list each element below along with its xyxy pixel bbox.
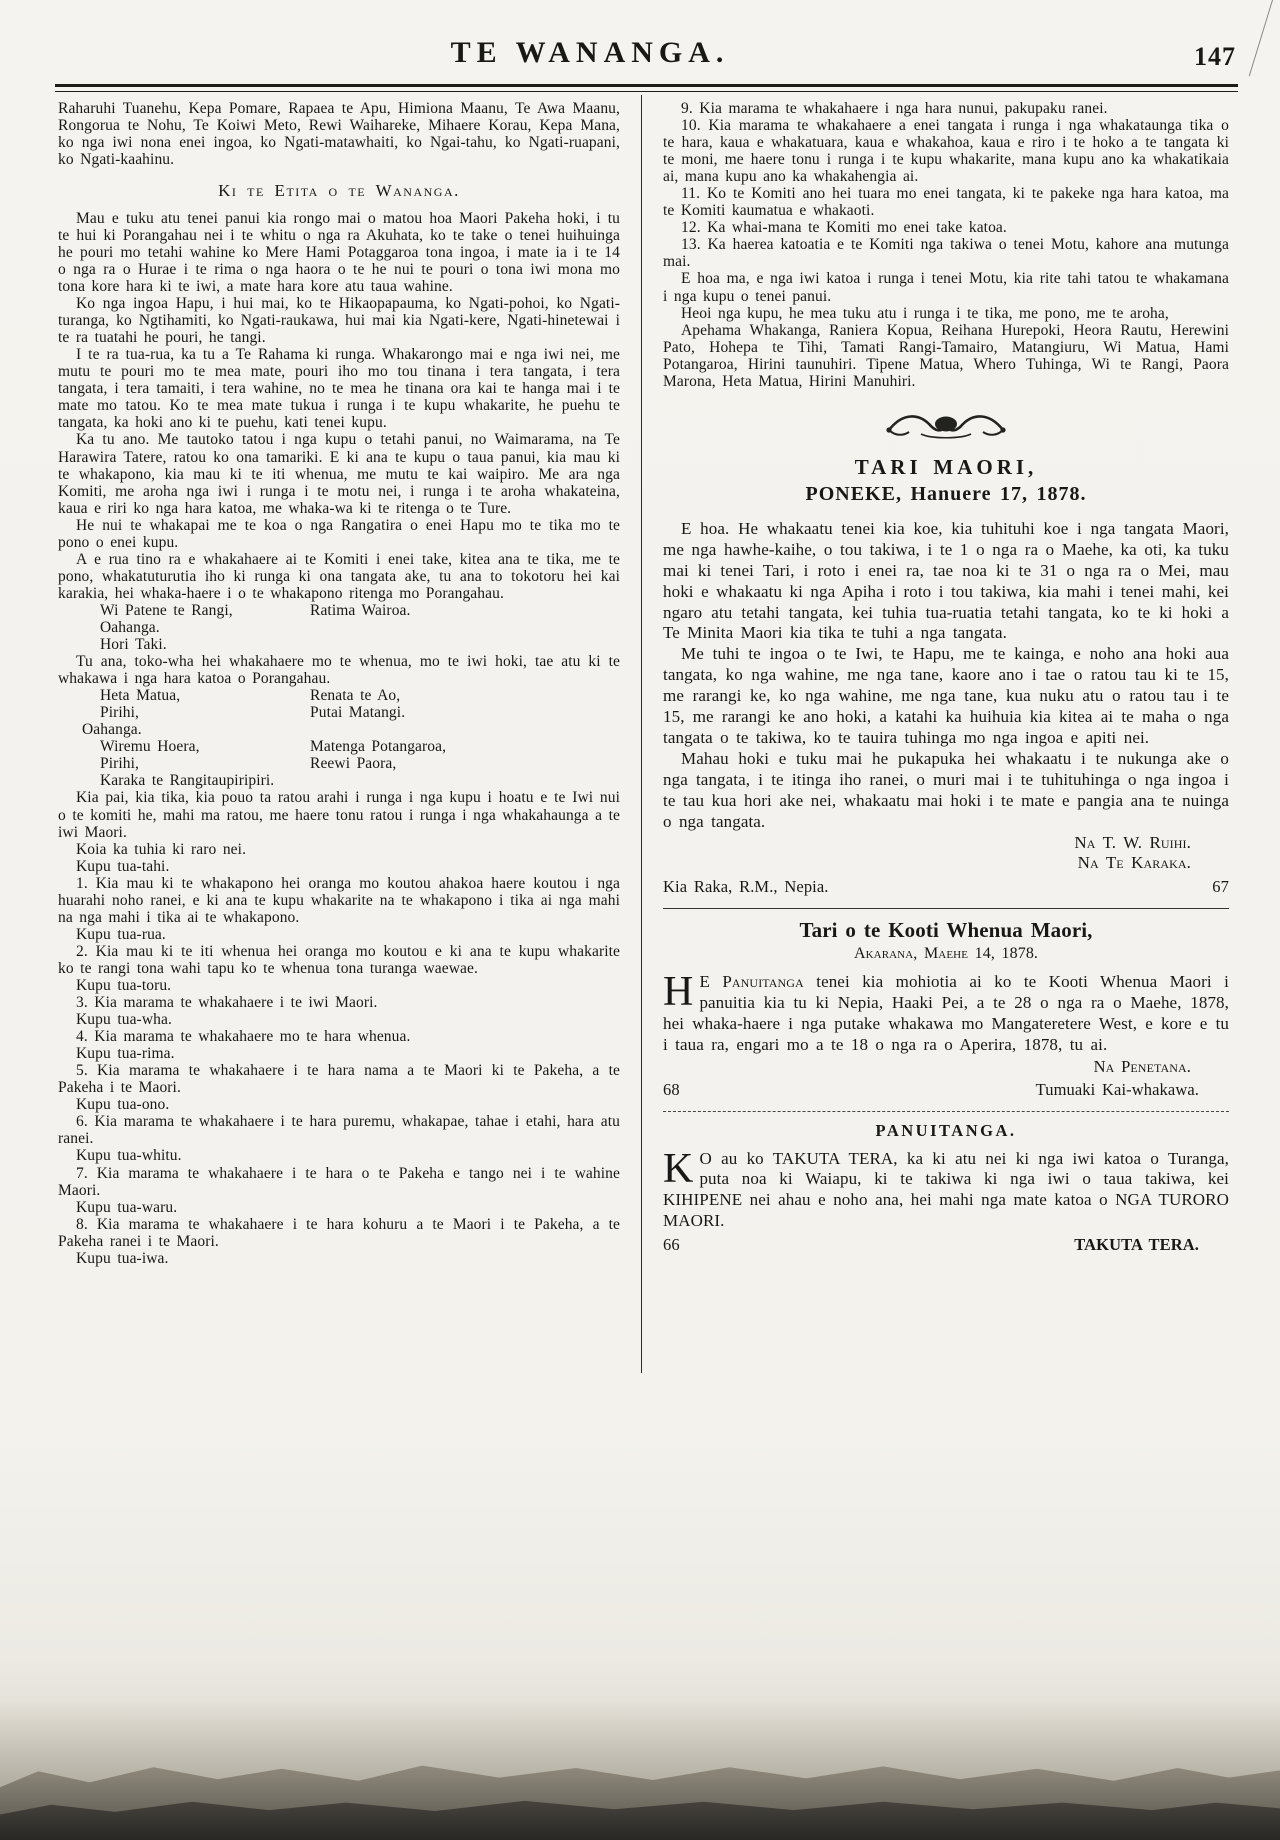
signatory-name: Putai Matangi. xyxy=(310,704,406,722)
paragraph: I te ra tua-rua, ka tu a Te Rahama ki runga. Whakarongo mai e nga iwi nei, me mutu te pouri mo te mea mate, pouri iho mo tou tinana i tera tangata, i tera tangata, i tera tamaiti, i tera wahine, no te mea he tinana ora kai te hanga mai i te mate mo tatou. Ko te mea mate tukua i runga i te kupu whakarite, he puehu te tangata, ka hoki ano ki te puehu, kati tenei kupu. xyxy=(58,346,620,432)
paragraph: Ka tu ano. Me tautoko tatou i nga kupu o tetahi panui, no Waimarama, na Te Harawira Tatere, ratou ko ona tamariki. E ki ana te kupu o taua panui, kia mau ki te whakapono, kia mau ki te iti whenua, me mutu te kai waipiro. Me ara nga Komiti, me aroha nga iwi i runga i te motu nei, i runga i te aroha whakateina, kaua e riri ko nga hara katoa, me whaka-wa ki te ritenga o te Ture. xyxy=(58,431,620,517)
notice-number: 68 xyxy=(663,1080,680,1100)
editor-heading: Ki te Etita o te Wananga. xyxy=(218,181,460,201)
signatory-name: Oahanga. xyxy=(82,721,142,739)
kupu-label: Kupu tua-ono. xyxy=(76,1096,170,1114)
kooti-body xyxy=(663,969,1229,1056)
page-fold-mark xyxy=(1249,0,1275,76)
signatories-paragraph: Apehama Whakanga, Raniera Kopua, Reihana Hurepoki, Heora Rautu, Herewini Pato, Hohepa te Tihi, Tamati Rangi-Tamairo, Matangiuru, Wi Matua, Hami Potangaroa, Hirini taunuhiri. Tipene Matua, Whero Tuhinga, Wi te Rangi, Paora Marona, Heta Matua, Hirini Manuhiri. xyxy=(663,321,1229,390)
notice-number: 66 xyxy=(663,1235,680,1255)
signature-block xyxy=(58,687,620,789)
paragraph: Mau e tuku atu tenei panui kia rongo mai o matou hoa Maori Pakeha hoki, i tu te hui ki Porangahau nei i te whitu o nga ra Akuhata, ko te take o tenei huihuinga he pouri mo tetahi wahine ko Mere Hami Potaggaroa tona ingoa, i mate ia i te 14 o nga ra o Hurae i te rima o nga haora o te he nui te pouri o tona iwi mona mo tona kore hara ki te iwi, a mate hara kore atu taua wahine. xyxy=(58,209,620,296)
tari-maori-title: TARI MAORI, xyxy=(854,454,1038,479)
kupu-text: 2. Kia mau ki te iti whenua hei oranga mo koutou e ki ana te kupu whakarite ko te rangi tona wahi tapu ko te whenua tona turanga waewae. xyxy=(58,942,620,977)
masthead-title: TE WANANGA. xyxy=(450,36,730,69)
lead-words: E Panuitanga xyxy=(699,972,804,992)
paragraph: A e rua tino ra e whakahaere ai te Komiti i enei take, kitea ana te tika, me te pono, whakatuturutia iho ki runga ki ona tangata ake, tu ana to tokotoru hei kai karakia, hei whaka-haere i o te whakapono ritenga mo Porangahau. xyxy=(58,550,620,602)
kupu-label: Kupu tua-toru. xyxy=(76,976,172,994)
signature-row xyxy=(58,755,620,772)
paragraph: Mahau hoki e tuku mai he pukapuka hei whakaatu i te nukunga ake o nga tangata, i te itinga iho ranei, o muri mai i te tuhituhinga o nga ingoa i te tau kua hori ake nei, whakaatu mai hoki i te mate e pangia ana te nuinga o nga tangata. xyxy=(663,748,1229,831)
signatory-name: Pirihi, xyxy=(100,755,140,773)
lead-words: O au ko TAKUTA TERA xyxy=(699,1148,894,1168)
continuation-paragraph: Raharuhi Tuanehu, Kepa Pomare, Rapaea te Apu, Himiona Maanu, Te Awa Maanu, Rongorua te Nohu, Te Koiwi Meto, Rewi Waihareke, Mihaere Korau, Kepa Mana, ko nga iwi nona enei ingoa, ko Ngati-matawhaiti, ko Ngai-tahu, ko Ngati-ruapani, ko Ngati-kaahinu. xyxy=(58,100,620,169)
page-number: 147 xyxy=(1194,42,1236,71)
kupu-text: 4. Kia marama te whakahaere mo te hara whenua. xyxy=(76,1028,411,1046)
paragraph: Ko nga ingoa Hapu, i hui mai, ko te Hikaopapauma, ko Ngati-pohoi, ko Ngati-turanga, ko Ngtihamiti, ko Ngati-raukawa, hui mai kia Ngati-kere, Ngati-hinetewai i te ra tuatahi he pouri, he tangi. xyxy=(58,295,620,347)
numbered-item: 10. Kia marama te whakahaere a enei tangata i runga i nga whakataunga tika o te hara, kaua e whakatuara, kaua e whakahoa, kaua e riro i te hoko a te tangata ki te moni, me haere tonu i runga i te kupu whakarite, mana kupu ano ka whakatikaia ai, mana kupu ano ka whakahengia ai. xyxy=(663,117,1229,186)
kupu-label: Kupu tua-tahi. xyxy=(76,857,170,875)
body-text: tenei kia mohiotia ai ko te Kooti Whenua Maori i panuitia kia tu ki Nepia, Haaki Pei, a te 28 o nga ra o Maehe, 1878, hei whaka-haere i nga putake whakawa mo Mangateretere West, e kore e tu i taua ra, engari mo a te 18 o nga ra o Aperira, 1878, tu ai. xyxy=(663,972,1229,1054)
kupu-text: 6. Kia marama te whakahaere i te hara puremu, whakapae, tahae i etahi, hara atu ranei. xyxy=(58,1113,620,1148)
paragraph: Kia pai, kia tika, kia pouo ta ratou arahi i runga i nga kupu i hoatu e te Iwi nui o te komiti he, mahi ma ratou, me haere tonu ratou i runga i nga whakahaunga a te iwi Maori. xyxy=(58,789,620,841)
kupu-label: Kupu tua-rua. xyxy=(76,925,166,943)
signature: Na Penetana. xyxy=(1093,1056,1191,1076)
paragraph: Koia ka tuhia ki raro nei. xyxy=(76,840,247,858)
tari-maori-body xyxy=(663,519,1229,897)
numbered-item: 9. Kia marama te whakahaere i nga hara nunui, pakupaku ranei. xyxy=(681,100,1108,117)
panuitanga-body xyxy=(663,1145,1229,1233)
tari-maori-dateline: PONEKE, Hanuere 17, 1878. xyxy=(805,482,1087,505)
header-rule-thick xyxy=(55,84,1238,87)
column-divider xyxy=(641,95,642,1373)
kooti-dateline: Akarana, Maehe 14, 1878. xyxy=(853,944,1039,962)
kupu-label: Kupu tua-iwa. xyxy=(76,1249,169,1267)
left-column xyxy=(58,100,620,1267)
numbered-item: 13. Ka haerea katoatia e te Komiti nga takiwa o tenei Motu, kahore ana mutunga mai. xyxy=(663,236,1229,271)
panuitanga-title: PANUITANGA. xyxy=(875,1121,1017,1141)
signature-title: Tumuaki Kai-whakawa. xyxy=(1035,1080,1199,1100)
addressee-row xyxy=(663,878,1229,896)
signatory-name: Heta Matua, xyxy=(100,687,181,705)
signatory-name: Hori Taki. xyxy=(100,636,167,654)
signatory-name: Oahanga. xyxy=(100,619,160,636)
paragraph: Tu ana, toko-wha hei whakahaere mo te whenua, mo te iwi hoki, tae atu ki te whakawa i nga hara katoa o Porangahau. xyxy=(58,653,620,688)
numbered-item: 12. Ka whai-mana te Komiti mo enei take katoa. xyxy=(681,219,1007,237)
kupu-label: Kupu tua-wha. xyxy=(76,1011,172,1029)
signature: TAKUTA TERA. xyxy=(1074,1235,1199,1255)
kupu-text: 5. Kia marama te whakahaere i te hara nama a te Maori ki te Pakeha, a te Pakeha i te Maori. xyxy=(58,1062,620,1097)
signature: Na Te Karaka. xyxy=(1077,853,1191,873)
signatory-name: Reewi Paora, xyxy=(310,755,397,773)
kupu-text: 3. Kia marama te whakahaere i te iwi Maori. xyxy=(76,994,378,1012)
signatory-name: Pirihi, xyxy=(100,704,140,722)
body-text: , ka ki atu nei ki nga iwi katoa o Turanga, puta noa ki Waiapu, ki te takiwa ki nga iwi o taua takiwa, kei KIHIPENE nei ahau e noho ana, hei mahi nga mate katoa o NGA TURORO MAORI. xyxy=(663,1148,1229,1231)
signatory-name: Karaka te Rangitaupiripiri. xyxy=(100,772,275,790)
signature-row xyxy=(58,619,620,636)
kupu-label: Kupu tua-whitu. xyxy=(76,1147,182,1165)
decorative-flourish xyxy=(881,406,1011,446)
drop-cap: H xyxy=(663,969,694,1016)
signature-row xyxy=(58,636,620,653)
notice-footer-row xyxy=(663,1081,1229,1099)
signature-row xyxy=(58,721,620,738)
drop-cap: K xyxy=(663,1145,694,1192)
kupu-label: Kupu tua-waru. xyxy=(76,1198,178,1216)
signatory-name: Wiremu Hoera, xyxy=(100,738,200,756)
signature: Na T. W. Ruihi. xyxy=(1074,832,1191,852)
signature-block xyxy=(58,602,620,653)
signatory-name: Wi Patene te Rangi, xyxy=(100,601,233,619)
numbered-item: 11. Ko te Komiti ano hei tuara mo enei tangata, ki te pakeke nga hara katoa, ma te Komiti kaumatua e whakaoti. xyxy=(663,185,1229,220)
kupu-text: 1. Kia mau ki te whakapono hei oranga mo koutou ahakoa haere koutou i nga huarahi noho ranei, e ki ana te kupu whakarite na te whakapono i tika ai nga mahi na nga mahi i tika ai te whakapono. xyxy=(58,874,620,926)
flourish-icon xyxy=(881,406,1011,442)
signature-row xyxy=(58,687,620,704)
paragraph: He nui te whakapai me te koa o nga Rangatira o enei Hapu mo te tika mo te pono o enei kupu. xyxy=(58,516,620,551)
signature-row xyxy=(58,772,620,789)
signatory-name: Matenga Potangaroa, xyxy=(310,738,447,756)
signature-row xyxy=(58,602,620,619)
signatory-name: Ratima Wairoa. xyxy=(310,601,411,619)
paragraph: E hoa ma, e nga iwi katoa i runga i tenei Motu, kia rite tahi tatou te whakamana i nga kupu o tenei panui. xyxy=(663,270,1229,305)
signatory-name: Renata te Ao, xyxy=(310,687,401,705)
header-rule-thin xyxy=(55,91,1238,92)
section-rule xyxy=(663,908,1229,909)
kupu-label: Kupu tua-rima. xyxy=(76,1045,175,1063)
kupu-text: 8. Kia marama te whakahaere i te hara kohuru a te Maori i te Pakeha, a te Pakeha ranei i te Maori. xyxy=(58,1215,620,1250)
kupu-text: 7. Kia marama te whakahaere i te hara o te Pakeha e tango nei i te wahine Maori. xyxy=(58,1164,620,1199)
paragraph: E hoa. He whakaatu tenei kia koe, kia tuhituhi koe i nga tangata Maori, me nga hawhe-kaihe, o tou takiwa, i te 1 o nga ra o Maehe, ka oti, ka tuku mai ki tenei Tari, i roto i enei ra, tae noa ki te 31 o nga ra o Mei, mau hoki e whakaatu ki nga Apiha i roto i tou takiwa, kia mahi i tenei mahi, kei ngaro atu tetahi tangata, kei tuhia tua-ruatia tetahi tangata, ko te ki hoki a Te Minita Maori kia tika te tuhi a nga tangata. xyxy=(663,518,1229,643)
section-rule-dashed xyxy=(663,1111,1229,1112)
kooti-title: Tari o te Kooti Whenua Maori, xyxy=(799,918,1093,943)
paragraph: Heoi nga kupu, he mea tuku atu i runga i te tika, me pono, me te aroha, xyxy=(681,304,1169,322)
paragraph: Me tuhi te ingoa o te Iwi, te Hapu, me te kainga, e noho ana hoki aua tangata, ko nga wahine, me nga tane, kaore ano i tae o ratou tau ki te 15, me rarangi ke, ko nga wahine, me nga tane, kua nuku atu o ratou tau i te 15, me rarangi ke ano hoki, a katahi ka huihuia kia kitea ai te maha o nga tangata o te takiwa, ko te tauira tuhinga mo nga ingoa e apiti nei. xyxy=(663,644,1229,747)
right-column xyxy=(663,100,1229,1254)
signature-row xyxy=(58,704,620,721)
notice-number: 67 xyxy=(1212,877,1229,897)
signature-row xyxy=(58,738,620,755)
notice-footer-row xyxy=(663,1236,1229,1254)
addressee: Kia Raka, R.M., Nepia. xyxy=(663,877,829,897)
